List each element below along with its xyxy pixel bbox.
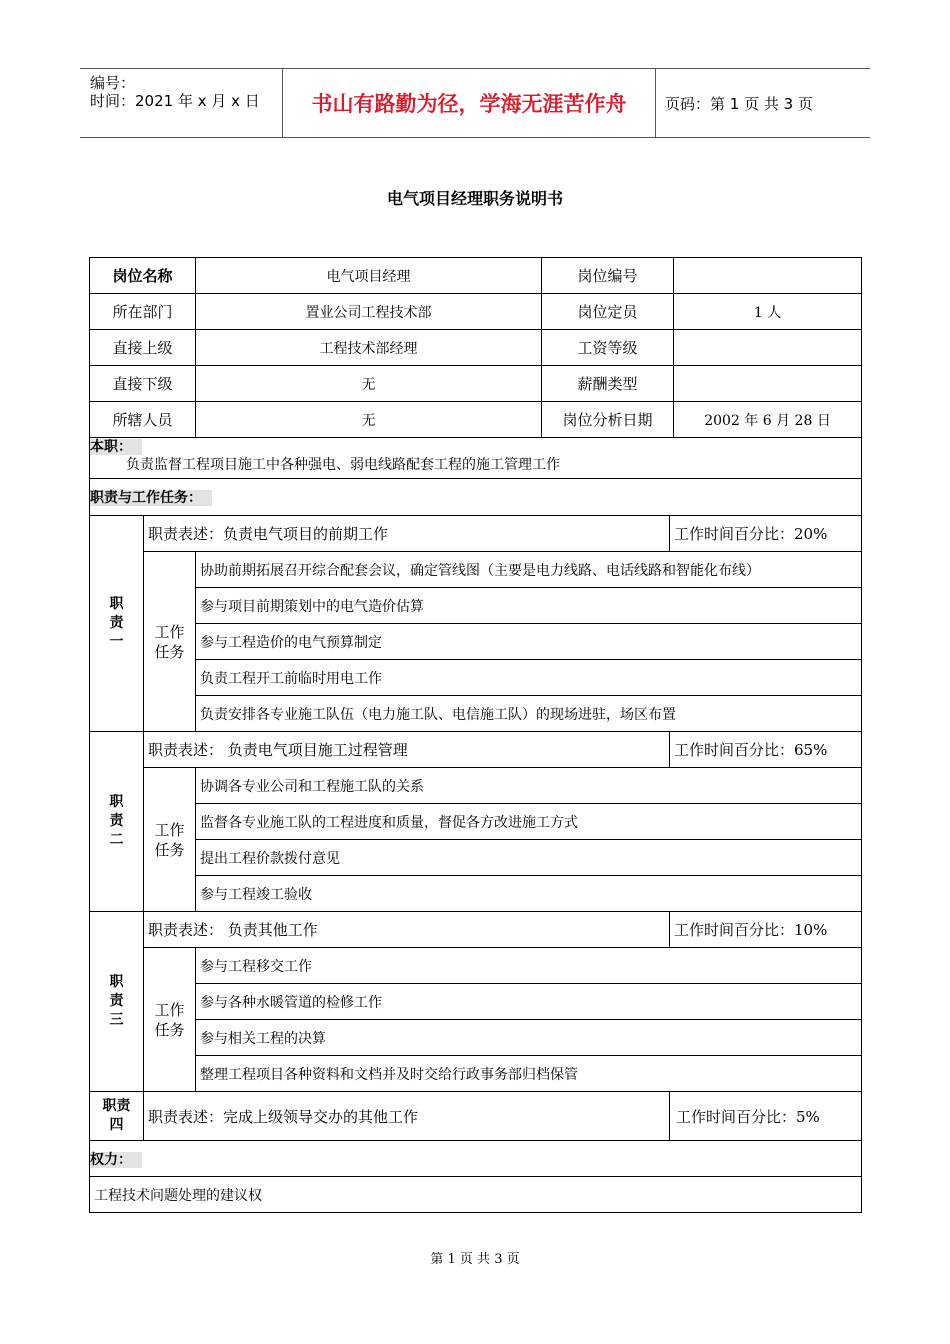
header-meta [80,69,282,137]
document-header [80,68,870,138]
info-value [674,258,862,294]
info-value: 置业公司工程技术部 [196,294,542,330]
task-item: 参与各种水暖管道的检修工作 [196,984,862,1020]
task-row [90,840,862,876]
page-footer: 第 1 页 共 3 页 [430,1252,520,1267]
table-body [90,258,862,1213]
duties-header-row [90,479,862,516]
info-label: 所在部门 [90,294,196,330]
task-row [90,552,862,588]
info-row [90,258,862,294]
task-item: 负责安排各专业施工队伍（电力施工队、电信施工队）的现场进驻，场区布置 [196,696,862,732]
authority-row [90,1177,862,1213]
number-label: 编号： [90,74,136,92]
info-value: 电气项目经理 [196,258,542,294]
task-row [90,984,862,1020]
task-row [90,1020,862,1056]
task-item: 参与工程移交工作 [196,948,862,984]
task-item: 协调各专业公司和工程施工队的关系 [196,768,862,804]
task-item: 监督各专业施工队的工程进度和质量，督促各方改进施工方式 [196,804,862,840]
duty-label: 职责 四 [90,1092,144,1141]
task-item: 协助前期拓展召开综合配套会议，确定管线图（主要是电力线路、电话线路和智能化布线） [196,552,862,588]
info-label: 岗位定员 [542,294,674,330]
task-row [90,948,862,984]
duty-label: 职 责 二 [90,732,144,912]
duty-time-percent: 工作时间百分比：10% [670,912,862,948]
info-value: 工程技术部经理 [196,330,542,366]
info-label: 岗位名称 [90,258,196,294]
header-slogan: 书山有路勤为径，学海无涯苦作舟 [282,69,656,137]
duty-description-row [90,516,862,552]
task-item: 参与工程竣工验收 [196,876,862,912]
task-row [90,624,862,660]
info-label: 直接下级 [90,366,196,402]
duty-description-row [90,912,862,948]
duty-time-percent: 工作时间百分比：5% [670,1092,862,1141]
authority-header-row [90,1141,862,1177]
duty-time-percent: 工作时间百分比：65% [670,732,862,768]
info-value [674,330,862,366]
header-page-info: 页码：第 1 页 共 3 页 [665,94,813,113]
info-label: 岗位编号 [542,258,674,294]
task-item: 参与工程造价的电气预算制定 [196,624,862,660]
task-item: 提出工程价款拨付意见 [196,840,862,876]
task-row [90,588,862,624]
duty-label: 职 责 三 [90,912,144,1092]
duty-description: 职责表述：完成上级领导交办的其他工作 [144,1092,670,1141]
info-row [90,366,862,402]
task-row [90,660,862,696]
authority-label: 权力： [90,1141,862,1177]
task-row [90,696,862,732]
info-label: 工资等级 [542,330,674,366]
duty-time-percent: 工作时间百分比：20% [670,516,862,552]
info-row [90,402,862,438]
info-label: 岗位分析日期 [542,402,674,438]
task-item: 整理工程项目各种资料和文档并及时交给行政事务部归档保管 [196,1056,862,1092]
task-row [90,1056,862,1092]
duty4-row [90,1092,862,1141]
task-item: 参与相关工程的决算 [196,1020,862,1056]
info-row [90,330,862,366]
info-value: 无 [196,366,542,402]
info-value: 2002 年 6 月 28 日 [674,402,862,438]
info-value: 1 人 [674,294,862,330]
duty-description: 职责表述：负责电气项目的前期工作 [144,516,670,552]
info-label: 薪酬类型 [542,366,674,402]
duty-description: 职责表述： 负责电气项目施工过程管理 [144,732,670,768]
authority-text: 工程技术问题处理的建议权 [90,1177,862,1213]
info-value: 无 [196,402,542,438]
task-item: 参与项目前期策划中的电气造价估算 [196,588,862,624]
document-title: 电气项目经理职务说明书 [386,189,563,208]
duty-label: 职 责 一 [90,516,144,732]
info-value [674,366,862,402]
task-row [90,876,862,912]
core-duty-cell [90,438,862,479]
duty-description-row [90,732,862,768]
info-row [90,294,862,330]
job-description-table [89,257,862,1213]
task-label: 工作 任务 [144,948,196,1092]
core-duty-text: 负责监督工程项目施工中各种强电、弱电线路配套工程的施工管理工作 [126,457,560,473]
duty-description: 职责表述： 负责其他工作 [144,912,670,948]
task-item: 负责工程开工前临时用电工作 [196,660,862,696]
core-duty-row [90,438,862,479]
duties-header: 职责与工作任务： [90,479,862,516]
info-label: 直接上级 [90,330,196,366]
task-row [90,804,862,840]
date-label: 时间：2021 年 x 月 x 日 [90,92,260,110]
task-label: 工作 任务 [144,552,196,732]
info-label: 所辖人员 [90,402,196,438]
core-duty-label: 本职： [90,438,861,456]
task-label: 工作 任务 [144,768,196,912]
task-row [90,768,862,804]
